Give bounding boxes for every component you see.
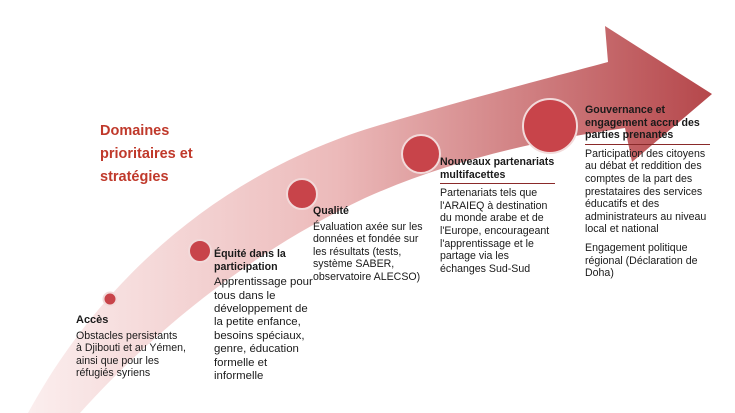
step-title: Gouvernance et engagement accru des parties prenantes xyxy=(585,104,710,145)
step-acces xyxy=(76,314,186,380)
step-marker-4 xyxy=(402,135,440,173)
diagram-title: Domaines prioritaires et stratégies xyxy=(100,123,193,185)
step-description: Apprentissage pour tous dans le développement de la petite enfance, besoins spéciaux, genre, éducation formelle et informelle xyxy=(214,276,313,383)
step-title: Nouveaux partenariats multifacettes xyxy=(440,156,555,184)
step-gouvernance xyxy=(585,104,710,280)
step-description-secondary: Engagement politique régional (Déclaration de Doha) xyxy=(585,241,698,280)
step-description: Évaluation axée sur les données et fondée sur les résultats (tests, système SABER, observatoire ALECSO) xyxy=(313,220,423,283)
step-marker-1 xyxy=(104,293,117,306)
step-title: Qualité xyxy=(313,205,349,217)
step-description: Partenariats tels que l'ARAIEQ à destination du monde arabe et de l'Europe, encourageant l'apprentissage et le partage via les échanges Sud-Sud xyxy=(440,187,550,275)
step-title: Accès xyxy=(76,314,109,326)
step-partenariats xyxy=(440,156,555,275)
step-qualite xyxy=(313,205,429,284)
step-equite xyxy=(214,248,318,383)
step-description: Obstacles persistants à Djibouti et au Yémen, ainsi que pour les réfugiés syriens xyxy=(76,329,186,380)
step-title: Équité dans la participation xyxy=(214,248,286,273)
step-marker-5 xyxy=(523,99,577,153)
step-marker-2 xyxy=(189,240,211,262)
step-description: Participation des citoyens au débat et reddition des comptes de la part des prestataires des services éducatifs et des administrateurs au niveau local et national xyxy=(585,147,707,236)
